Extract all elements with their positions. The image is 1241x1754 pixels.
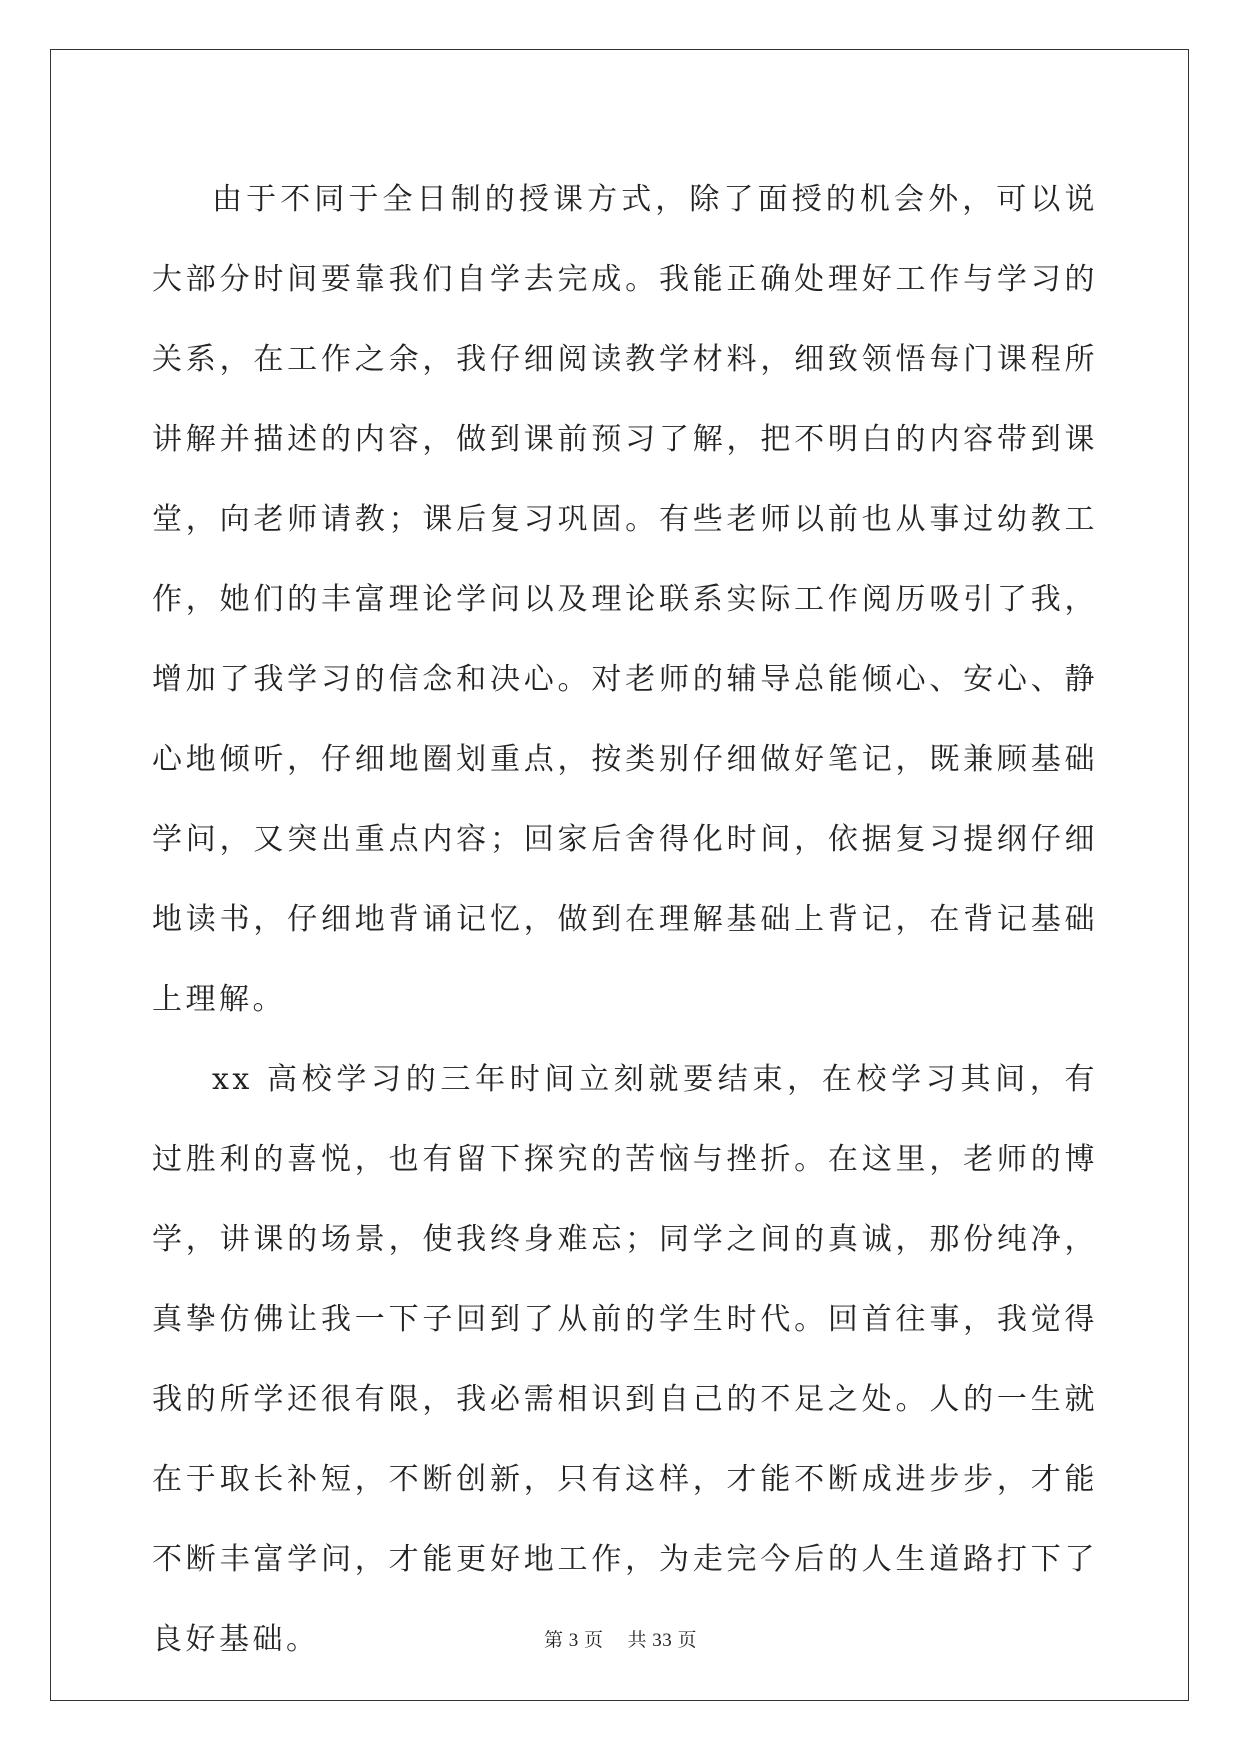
document-body <box>152 160 1098 1680</box>
page-number-current: 第 3 页 <box>543 1630 604 1651</box>
page-number-total: 共 33 页 <box>627 1630 698 1651</box>
paragraph-2: xx 高校学习的三年时间立刻就要结束，在校学习其间，有过胜利的喜悦，也有留下探究的苦恼与挫折。在这里，老师的博学，讲课的场景，使我终身难忘；同学之间的真诚，那份纯净，真挚仿佛让我一下子回到了从前的学生时代。回首往事，我觉得我的所学还很有限，我必需相识到自己的不足之处。人的一生就在于取长补短，不断创新，只有这样，才能不断成进步步，才能不断丰富学问，才能更好地工作，为走完今后的人生道路打下了良好基础。 <box>152 1062 1098 1657</box>
page-footer <box>0 1625 1241 1652</box>
paragraph-1: 由于不同于全日制的授课方式，除了面授的机会外，可以说大部分时间要靠我们自学去完成。我能正确处理好工作与学习的关系，在工作之余，我仔细阅读教学材料，细致领悟每门课程所讲解并描述的内容，做到课前预习了解，把不明白的内容带到课堂，向老师请教；课后复习巩固。有些老师以前也从事过幼教工作，她们的丰富理论学问以及理论联系实际工作阅历吸引了我，增加了我学习的信念和决心。对老师的辅导总能倾心、安心、静心地倾听，仔细地圈划重点，按类别仔细做好笔记，既兼顾基础学问，又突出重点内容；回家后舍得化时间，依据复习提纲仔细地读书，仔细地背诵记忆，做到在理解基础上背记，在背记基础上理解。 <box>152 182 1098 1017</box>
